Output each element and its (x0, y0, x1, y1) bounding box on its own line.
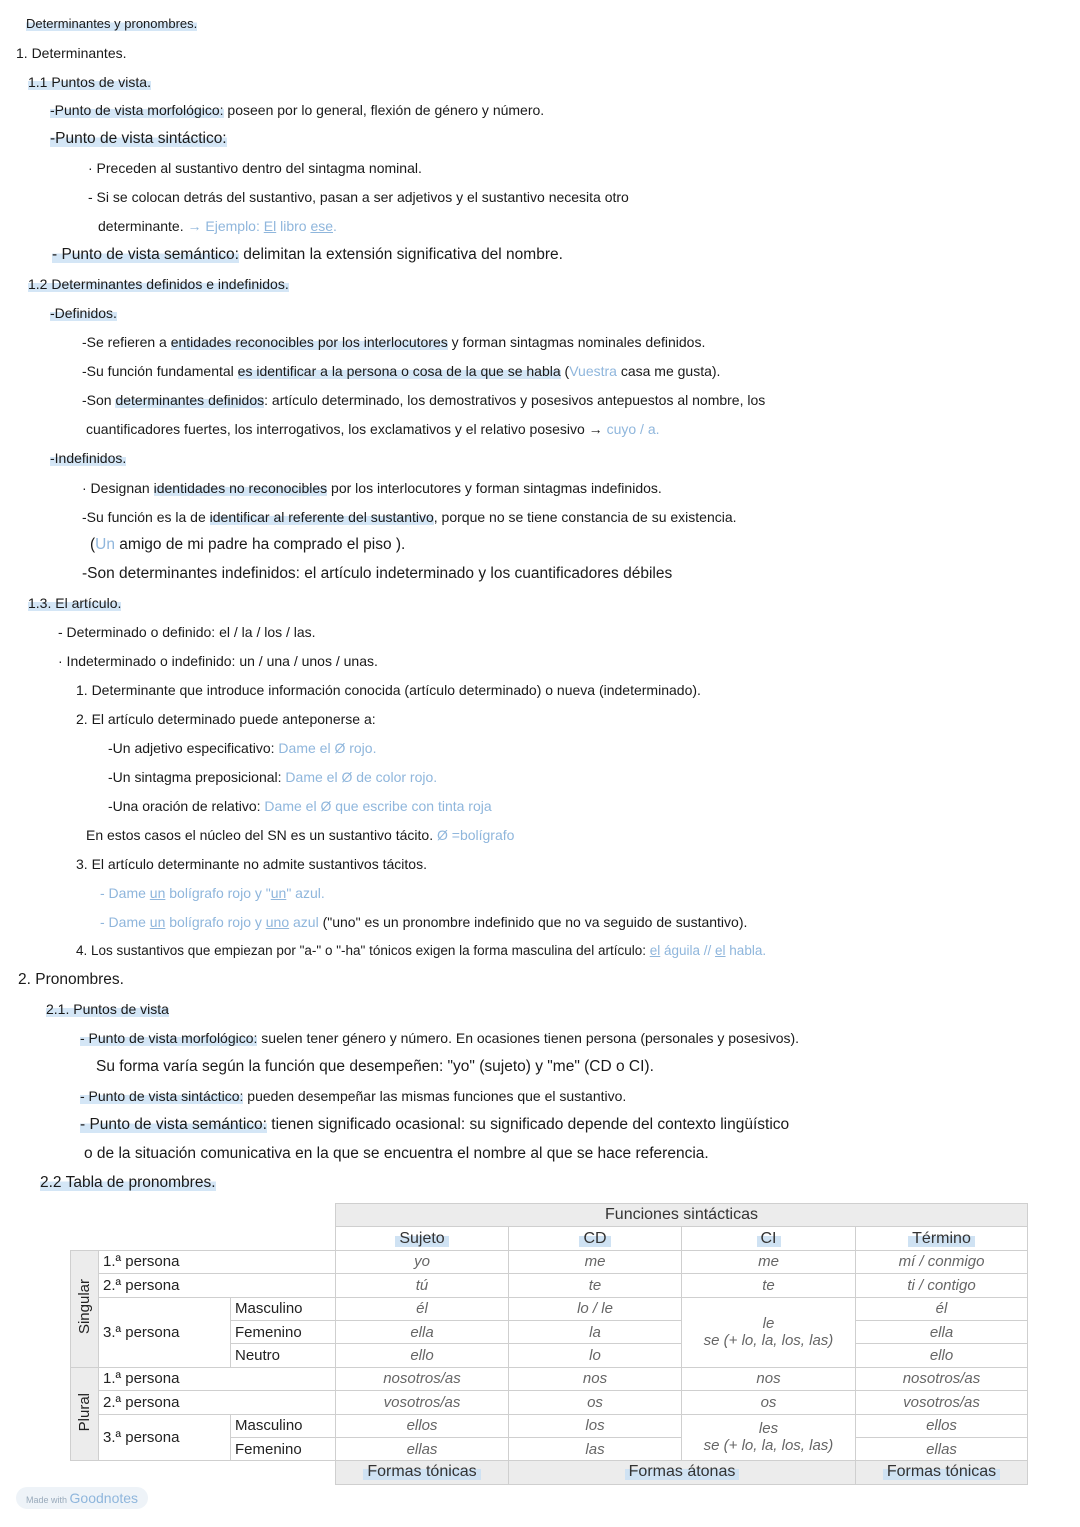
text-line: - Punto de vista sintáctico: pueden desempeñar las mismas funciones que el sustantivo. (80, 1088, 627, 1104)
table-row: Neutro ello lo ello (71, 1344, 1028, 1367)
example-line: - Dame un bolígrafo rojo y uno azul ("uno" es un pronombre indefinido que no va seguido de sustantivo). (100, 914, 748, 930)
ci-third-singular: le se (+ lo, la, los, las) (682, 1297, 856, 1367)
table-row: Singular 1.ª persona yo me me mí / conmigo (71, 1250, 1028, 1273)
example-line: - Dame un bolígrafo rojo y "un" azul. (100, 885, 325, 901)
pronoun-table (70, 1203, 1028, 1485)
text-line: -Su función fundamental es identificar a la persona o cosa de la que se habla (Vuestra casa me gusta). (82, 363, 721, 379)
text-line: -Un adjetivo especificativo: Dame el Ø rojo. (108, 740, 377, 756)
text-line: 1. Determinante que introduce información conocida (artículo determinado) o nueva (indeterminado). (76, 682, 701, 698)
heading-1-3: 1.3. El artículo. (28, 595, 122, 611)
text-line: -Indefinidos. (50, 450, 127, 466)
table-row: Femenino ella la ella (71, 1320, 1028, 1343)
text-line: - Punto de vista morfológico: suelen tener género y número. En ocasiones tienen persona (personales y posesivos). (80, 1030, 800, 1046)
text-line: o de la situación comunicativa en la que se encuentra el nombre al que se hace referencia. (84, 1145, 709, 1162)
text-line: Su forma varía según la función que desempeñen: "yo" (sujeto) y "me" (CD o CI). (96, 1058, 654, 1075)
heading-2: 2. Pronombres. (18, 971, 124, 988)
text-line: -Una oración de relativo: Dame el Ø que escribe con tinta roja (108, 798, 492, 814)
text-line: 3. El artículo determinante no admite sustantivos tácitos. (76, 856, 427, 872)
table-row: Femenino ellas las ellas (71, 1437, 1028, 1460)
goodnotes-badge[interactable]: Made with Goodnotes (16, 1487, 148, 1509)
text-line: -Son determinantes definidos: artículo determinado, los demostrativos y posesivos antepuestos al nombre, los (82, 392, 766, 408)
text-line: - Punto de vista semántico: delimitan la extensión significativa del nombre. (52, 246, 563, 263)
table-row: Plural 1.ª persona nosotros/as nos nos nosotros/as (71, 1367, 1028, 1390)
text-line: - Si se colocan detrás del sustantivo, pasan a ser adjetivos y el sustantivo necesita otro (88, 189, 629, 205)
col-header: CD (509, 1227, 682, 1250)
column-headers (71, 1227, 1028, 1250)
text-line: -Son determinantes indefinidos: el artículo indeterminado y los cuantificadores débiles (82, 565, 673, 582)
text-line: -Su función es la de identificar al referente del sustantivo, porque no se tiene constancia de su existencia. (82, 509, 737, 525)
page-title: Determinantes y pronombres. (26, 16, 198, 31)
heading-1-2: 1.2 Determinantes definidos e indefinidos. (28, 276, 289, 292)
col-header: Sujeto (336, 1227, 509, 1250)
table-row: 3.ª persona Masculino él lo / le le se (+ lo, la, los, las) él (71, 1297, 1028, 1320)
heading-2-1: 2.1. Puntos de vista (46, 1001, 169, 1017)
text-line: · Preceden al sustantivo dentro del sintagma nominal. (88, 160, 422, 176)
text-line: determinante. → Ejemplo: El libro ese. (98, 218, 337, 234)
text-line: - Punto de vista semántico: tienen significado ocasional: su significado depende del contexto lingüístico (80, 1116, 790, 1133)
text-line: 4. Los sustantivos que empiezan por "a-" o "-ha" tónicos exigen la forma masculina del artículo: el águila // el habla. (76, 943, 767, 958)
text-line: cuantificadores fuertes, los interrogativos, los exclamativos y el relativo posesivo → cuyo / a. (86, 421, 660, 437)
col-header: Término (856, 1227, 1028, 1250)
text-line: (Un amigo de mi padre ha comprado el piso ). (90, 536, 406, 553)
text-line: -Definidos. (50, 305, 117, 321)
text-line: · Designan identidades no reconocibles por los interlocutores y forman sintagmas indefinidos. (82, 480, 662, 496)
text-line: -Un sintagma preposicional: Dame el Ø de color rojo. (108, 769, 438, 785)
text-line: -Se refieren a entidades reconocibles por los interlocutores y forman sintagmas nominales definidos. (82, 334, 706, 350)
table-footer: Formas tónicas Formas átonas Formas tónicas (71, 1461, 1028, 1484)
table-row: 3.ª persona Masculino ellos los les se (+ lo, la, los, las) ellos (71, 1414, 1028, 1437)
col-header: CI (682, 1227, 856, 1250)
text-line: · Indeterminado o indefinido: un / una / unos / unas. (58, 653, 378, 669)
heading-1-1: 1.1 Puntos de vista. (28, 74, 151, 90)
text-line: - Determinado o definido: el / la / los / las. (58, 624, 316, 640)
table-row: 2.ª persona tú te te ti / contigo (71, 1274, 1028, 1297)
group-singular: Singular (71, 1250, 99, 1367)
group-plural: Plural (71, 1367, 99, 1461)
text-line: -Punto de vista sintáctico: (50, 130, 227, 147)
table-row: 2.ª persona vosotros/as os os vosotros/as (71, 1391, 1028, 1414)
group-header: Funciones sintácticas (336, 1204, 1028, 1227)
text-line: En estos casos el núcleo del SN es un sustantivo tácito. Ø =bolígrafo (86, 827, 515, 843)
heading-1: 1. Determinantes. (16, 45, 127, 61)
text-line: 2. El artículo determinado puede anteponerse a: (76, 711, 376, 727)
ci-third-plural: les se (+ lo, la, los, las) (682, 1414, 856, 1461)
text-line: -Punto de vista morfológico: poseen por lo general, flexión de género y número. (50, 102, 545, 118)
heading-2-2: 2.2 Tabla de pronombres. (40, 1174, 216, 1191)
